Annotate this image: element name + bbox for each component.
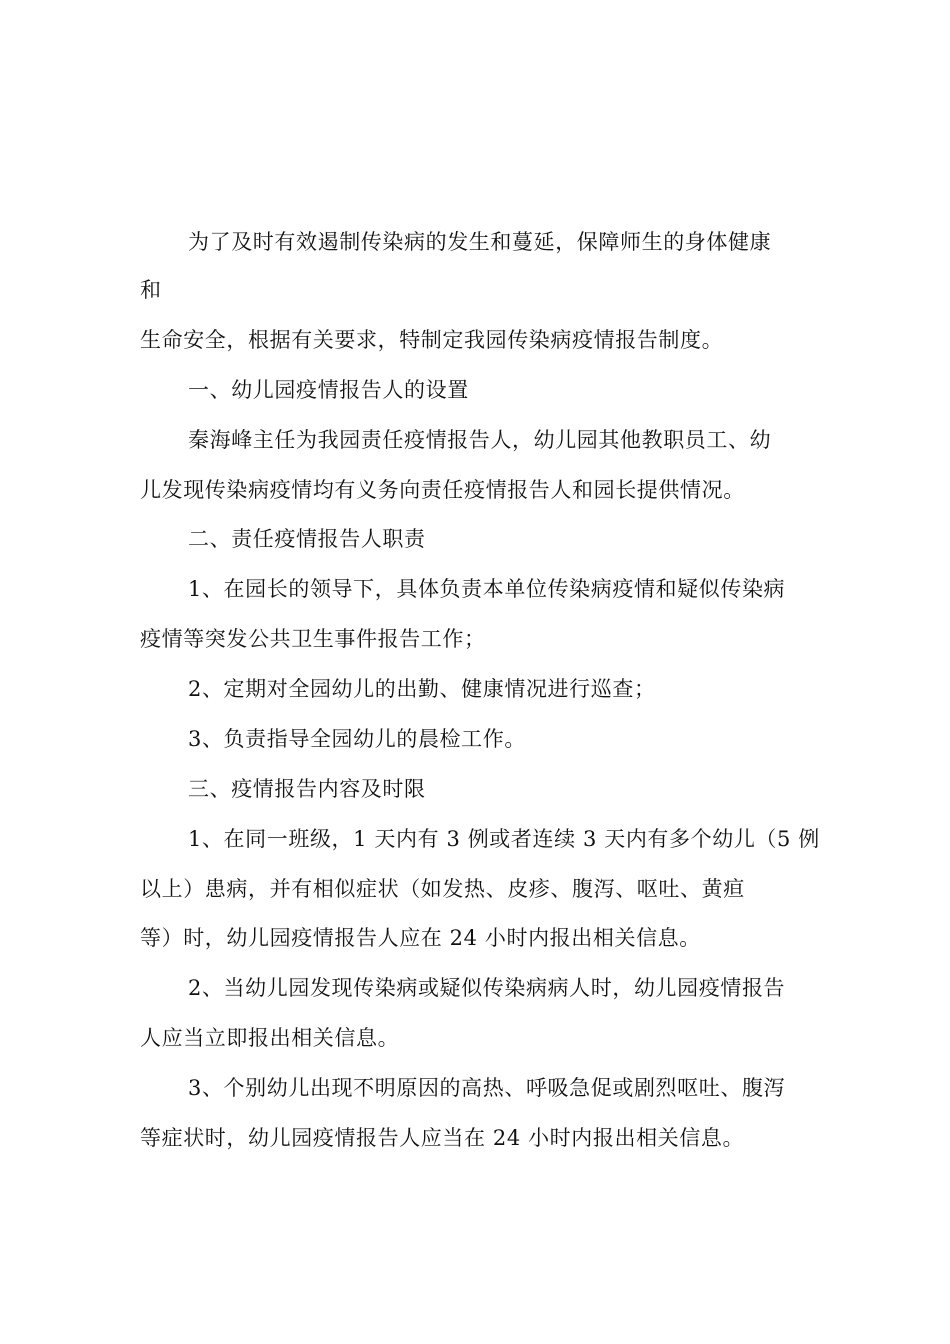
section-2-item-3: 3、负责指导全园幼儿的晨检工作。	[188, 727, 526, 751]
section-heading-1: 一、幼儿园疫情报告人的设置	[188, 378, 469, 402]
section-1-line-1: 秦海峰主任为我园责任疫情报告人，幼儿园其他教职员工、幼	[188, 428, 772, 452]
section-3-item-2-line-2: 人应当立即报出相关信息。	[140, 1026, 400, 1050]
section-3-item-2-line-1: 2、当幼儿园发现传染病或疑似传染病病人时，幼儿园疫情报告	[188, 976, 786, 1000]
section-3-item-1-line-1: 1、在同一班级，1 天内有 3 例或者连续 3 天内有多个幼儿（5 例	[188, 827, 820, 851]
paragraph-intro-line-3: 生命安全，根据有关要求，特制定我园传染病疫情报告制度。	[140, 328, 724, 352]
section-3-item-1-line-2: 以上）患病，并有相似症状（如发热、皮疹、腹泻、呕吐、黄疸	[140, 877, 745, 901]
section-3-item-1-line-3: 等）时，幼儿园疫情报告人应在 24 小时内报出相关信息。	[140, 926, 701, 950]
section-2-item-1-line-2: 疫情等突发公共卫生事件报告工作；	[140, 627, 486, 651]
paragraph-intro-line-2: 和	[140, 278, 162, 302]
section-heading-2: 二、责任疫情报告人职责	[188, 527, 426, 551]
section-heading-3: 三、疫情报告内容及时限	[188, 777, 426, 801]
section-3-item-3-line-1: 3、个别幼儿出现不明原因的高热、呼吸急促或剧烈呕吐、腹泻	[188, 1076, 786, 1100]
section-1-line-2: 儿发现传染病疫情均有义务向责任疫情报告人和园长提供情况。	[140, 478, 745, 502]
section-2-item-1-line-1: 1、在园长的领导下，具体负责本单位传染病疫情和疑似传染病	[188, 577, 786, 601]
section-2-item-2: 2、定期对全园幼儿的出勤、健康情况进行巡查；	[188, 677, 656, 701]
paragraph-intro-line-1: 为了及时有效遏制传染病的发生和蔓延，保障师生的身体健康	[188, 230, 772, 254]
section-3-item-3-line-2: 等症状时，幼儿园疫情报告人应当在 24 小时内报出相关信息。	[140, 1126, 745, 1150]
